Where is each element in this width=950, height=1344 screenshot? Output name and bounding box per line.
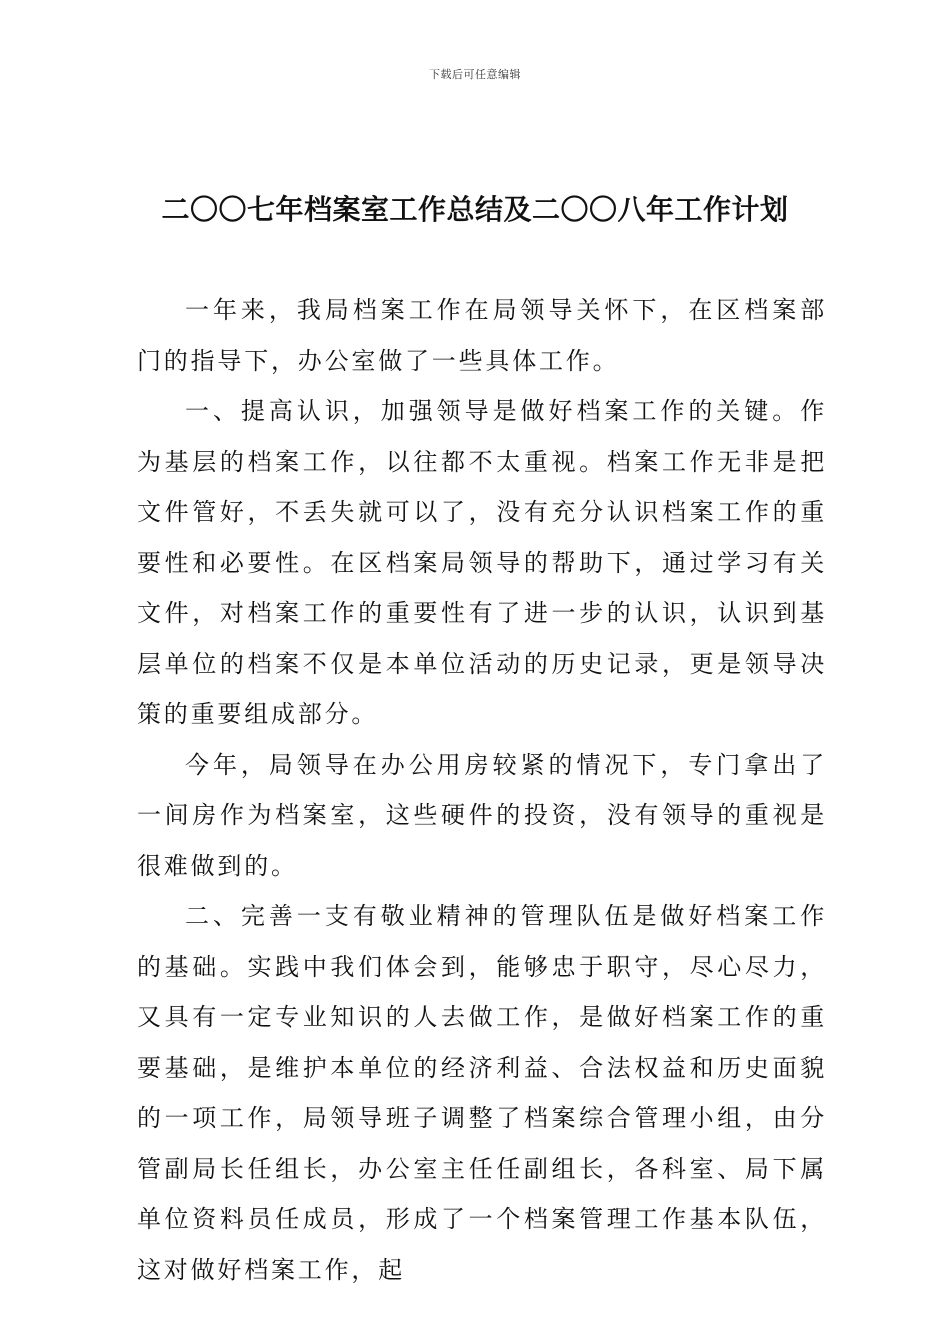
paragraph-section-two: 二、完善一支有敬业精神的管理队伍是做好档案工作的基础。实践中我们体会到，能够忠于职守，尽心尽力，又具有一定专业知识的人去做工作，是做好档案工作的重要基础，是维护本单位的经济利益、合法权益和历史面貌的一项工作，局领导班子调整了档案综合管理小组，由分管副局长任组长，办公室主任任副组长，各科室、局下属单位资料员任成员，形成了一个档案管理工作基本队伍，这对做好档案工作，起 xyxy=(137,902,827,1284)
paragraph-intro: 一年来，我局档案工作在局领导关怀下，在区档案部门的指导下，办公室做了一些具体工作。 xyxy=(137,296,827,375)
document-body xyxy=(137,285,827,1295)
paragraph-section-one: 一、提高认识，加强领导是做好档案工作的关键。作为基层的档案工作，以往都不太重视。档案工作无非是把文件管好，不丢失就可以了，没有充分认识档案工作的重要性和必要性。在区档案局领导的帮助下，通过学习有关文件，对档案工作的重要性有了进一步的认识，认识到基层单位的档案不仅是本单位活动的历史记录，更是领导决策的重要组成部分。 xyxy=(137,397,827,728)
paragraph-office-room: 今年，局领导在办公用房较紧的情况下，专门拿出了一间房作为档案室，这些硬件的投资，没有领导的重视是很难做到的。 xyxy=(137,750,827,880)
document-title: 二〇〇七年档案室工作总结及二〇〇八年工作计划 xyxy=(161,193,789,226)
header-note: 下载后可任意编辑 xyxy=(429,68,521,81)
